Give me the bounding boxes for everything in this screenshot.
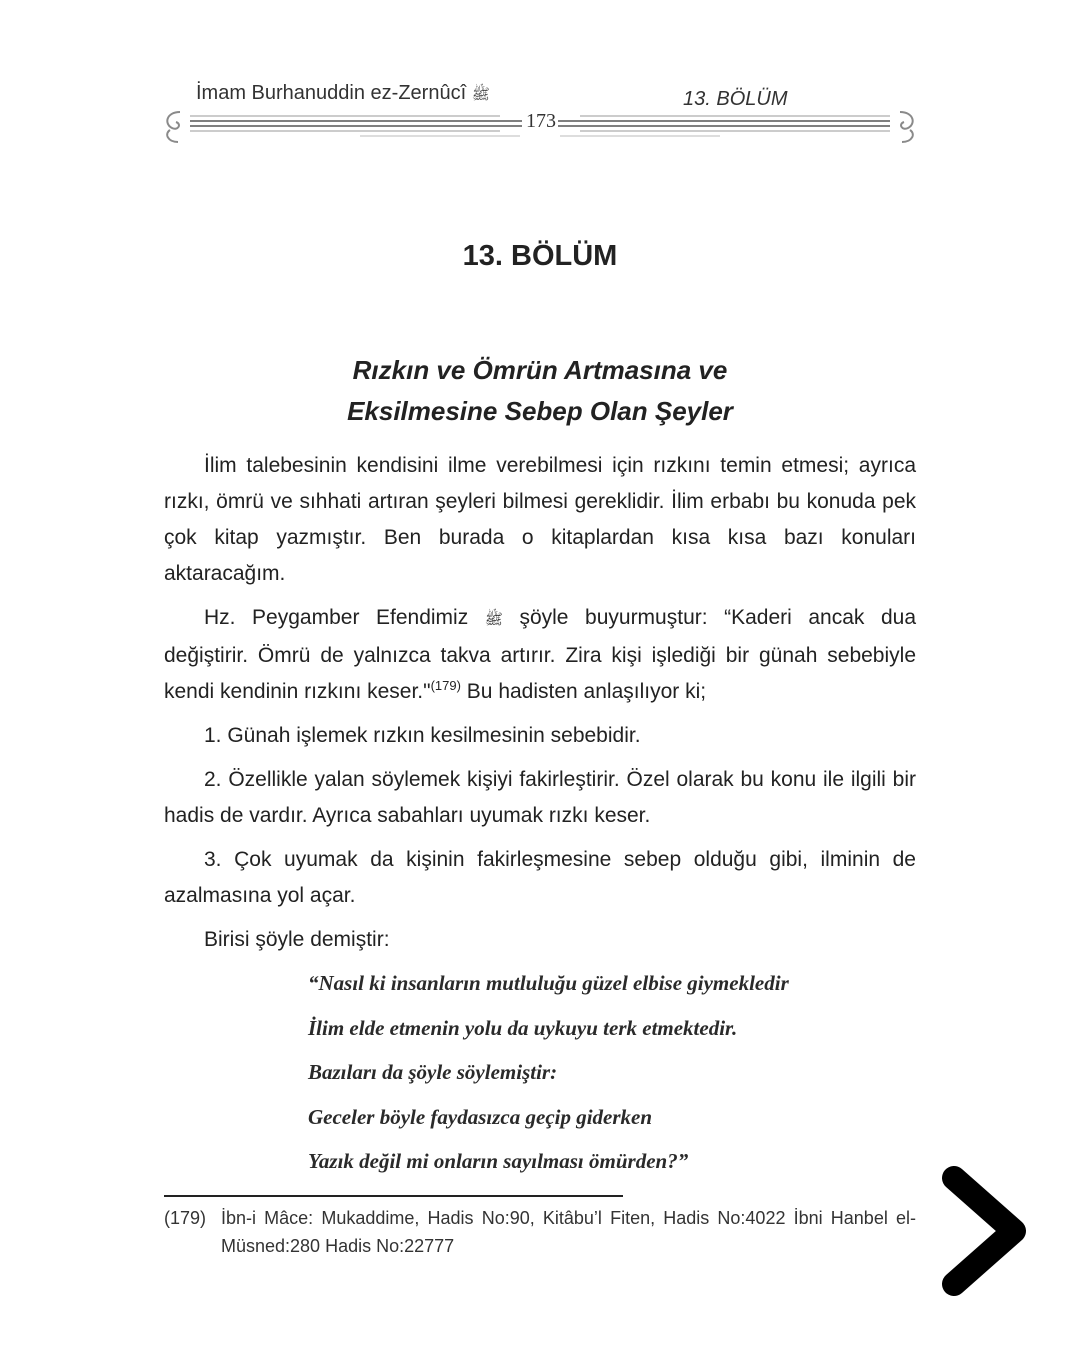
paragraph-intro: İlim talebesinin kendisini ilme verebilmesi için rızkını temin etmesi; ayrıca rızkı, ömrü ve sıhhati artıran şeyleri bilmesi gereklidir. İlim erbabı bu konuda pek çok kitap yazmıştır. Ben burada o kitaplardan kısa kısa bazı konuları aktaracağım. [164,454,916,585]
body-text [164,448,916,966]
footnote-text: İbn-i Mâce: Mukaddime, Hadis No:90, Kitâbu’l Fiten, Hadis No:4022 İbni Hanbel el-Müsned:280 Hadis No:22777 [221,1208,916,1256]
section-title [0,350,1080,432]
chevron-right-icon[interactable] [936,1160,1032,1302]
section-title-line-2: Eksilmesine Sebep Olan Şeyler [347,396,733,426]
hadith-conclusion: Bu hadisten anlaşılıyor ki; [466,680,707,703]
poem-line: Yazık değil mi onların sayılması ömürden?” [308,1149,689,1173]
hadith-lead: Hz. Peygamber Efendimiz [204,606,469,629]
footnote-number: (179) [164,1208,207,1228]
list-item-3: 3. Çok uyumak da kişinin fakirleşmesine sebep olduğu gibi, ilminin de azalmasına yol açar. [164,848,916,907]
paragraph-hadith [164,600,916,710]
salawat-icon: ﷺ [484,611,503,628]
footnote-reference[interactable]: (179) [430,678,461,693]
poem-line: Bazıları da şöyle söylemiştir: [308,1060,558,1084]
running-header-chapter: 13. BÖLÜM [683,88,788,110]
poem-line: Geceler böyle faydasızca geçip giderken [308,1104,653,1129]
poem-line: İlim elde etmenin yolu da uykuyu terk etmektedir. [308,1015,738,1040]
page-number: 173 [526,110,556,132]
list-item-1: 1. Günah işlemek rızkın kesilmesinin sebebidir. [204,724,641,747]
poem-line: “Nasıl ki insanların mutluluğu güzel elbise giymekledir [308,971,789,995]
footnote [164,1204,916,1260]
list-item-2: 2. Özellikle yalan söylemek kişiyi fakirleştirir. Özel olarak bu konu ile ilgili bir hadis de vardır. Ayrıca sabahları uyumak rızkı keser. [164,768,916,827]
poem-block [308,965,928,1188]
author-name: İmam Burhanuddin ez-Zernûcî [196,82,467,104]
footnote-divider [164,1195,623,1197]
chapter-title: 13. BÖLÜM [462,240,618,272]
salawat-icon: ﷺ [471,86,490,103]
poem-intro: Birisi şöyle demiştir: [204,928,390,951]
section-title-line-1: Rızkın ve Ömrün Artmasına ve [352,355,728,385]
hadith-quote: şöyle buyurmuştur: “Kaderi ancak dua değiştirir. Ömrü de yalnızca takva artırır. Zira kişi işlediği bir günah sebebiyle kendi kendinin rızkını keser." [164,606,916,703]
